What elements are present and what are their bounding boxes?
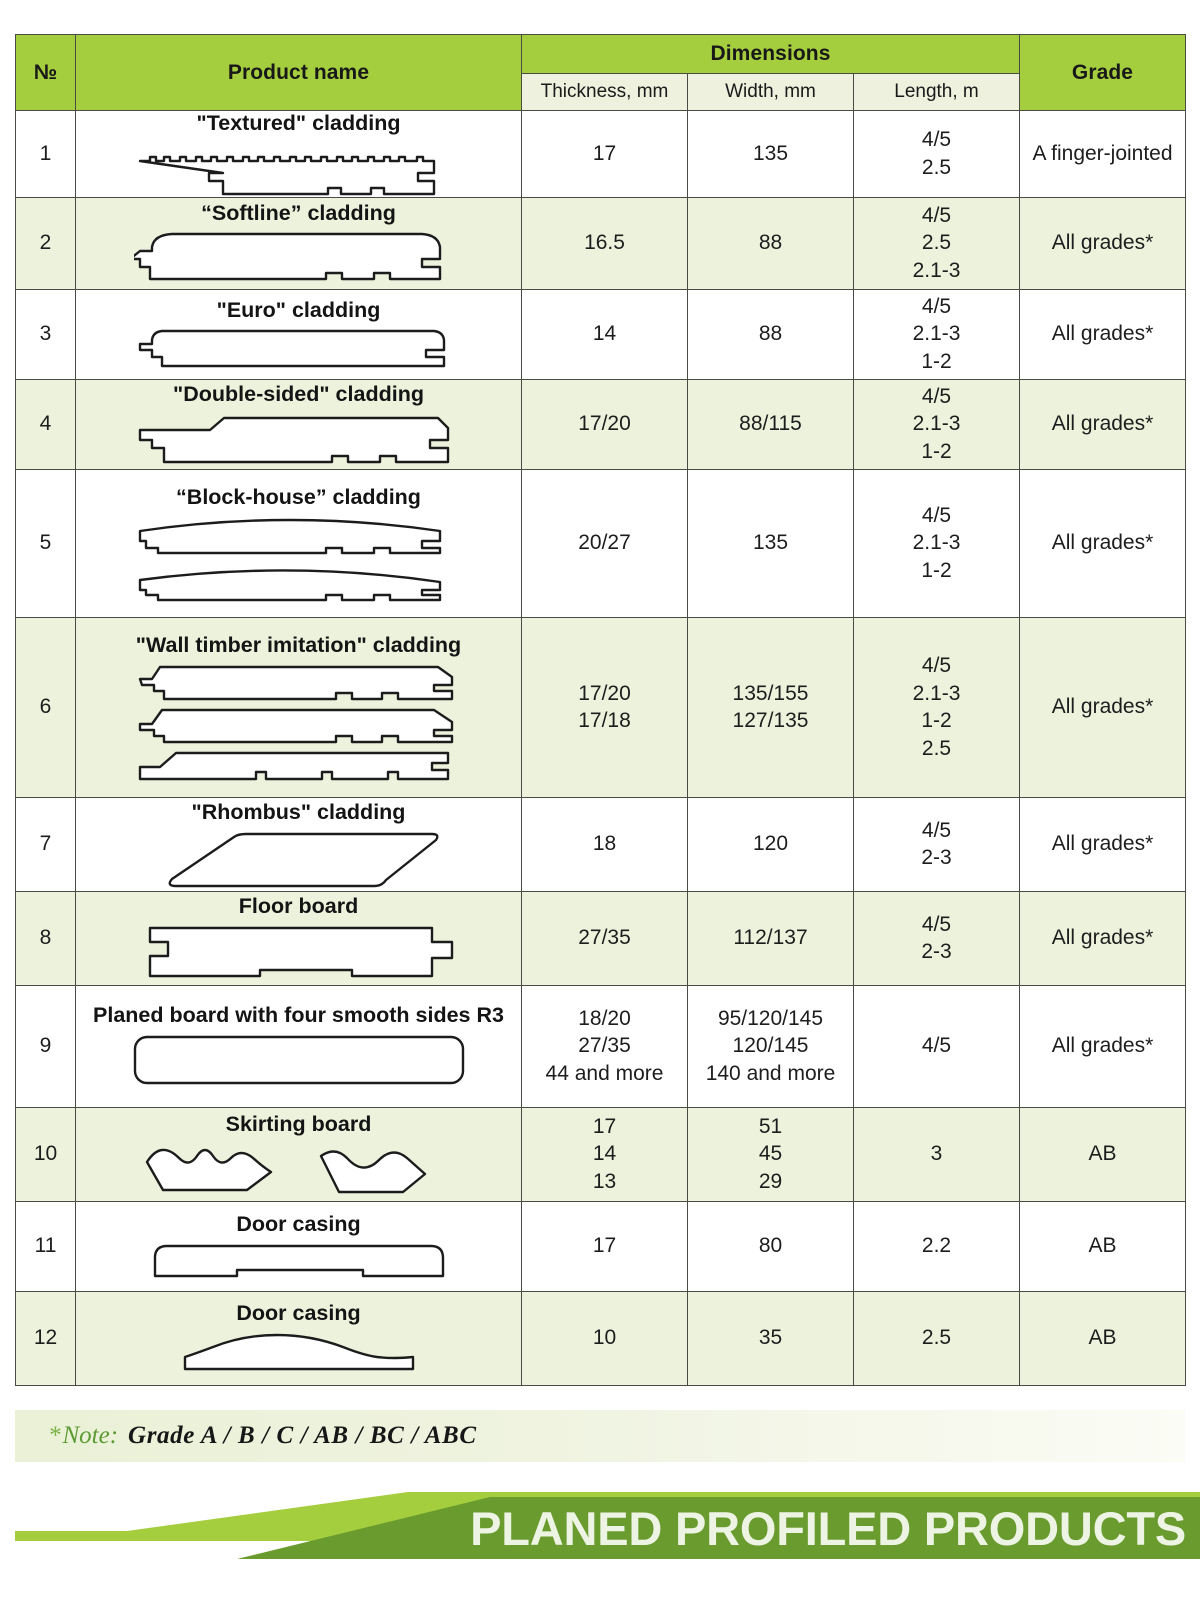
product-cell bbox=[76, 469, 522, 617]
banner-title: PLANED PROFILED PRODUCTS bbox=[470, 1501, 1186, 1555]
table-row bbox=[16, 289, 1186, 379]
table-row bbox=[16, 797, 1186, 891]
cell-thickness: 17 14 13 bbox=[522, 1107, 688, 1201]
bottom-banner bbox=[0, 1478, 1200, 1600]
product-name-label: “Softline” cladding bbox=[201, 201, 396, 226]
product-cell bbox=[76, 289, 522, 379]
note-label: Note: bbox=[62, 1422, 119, 1449]
cell-thickness: 18/20 27/35 44 and more bbox=[522, 985, 688, 1107]
cell-length: 4/5 2.1-3 1-2 bbox=[854, 289, 1020, 379]
cell-grade: All grades* bbox=[1020, 617, 1186, 797]
header-width: Width, mm bbox=[688, 74, 854, 111]
product-profile-drawing bbox=[76, 139, 521, 197]
row-number: 7 bbox=[16, 797, 76, 891]
cell-length: 4/5 2.5 bbox=[854, 111, 1020, 198]
cell-grade: All grades* bbox=[1020, 985, 1186, 1107]
cell-length: 2.2 bbox=[854, 1201, 1020, 1291]
cell-width: 80 bbox=[688, 1201, 854, 1291]
product-cell bbox=[76, 1291, 522, 1385]
product-profile-drawing bbox=[76, 326, 521, 370]
product-name-label: "Rhombus" cladding bbox=[191, 800, 406, 825]
row-number: 12 bbox=[16, 1291, 76, 1385]
cell-thickness: 27/35 bbox=[522, 891, 688, 985]
product-profile-drawing bbox=[76, 1240, 521, 1280]
table-row bbox=[16, 379, 1186, 469]
product-profile-drawing bbox=[76, 1329, 521, 1375]
product-cell bbox=[76, 1107, 522, 1201]
header-number: № bbox=[16, 35, 76, 111]
cell-width: 135 bbox=[688, 111, 854, 198]
product-name-label: "Double-sided" cladding bbox=[173, 382, 424, 407]
cell-width: 135/155 127/135 bbox=[688, 617, 854, 797]
cell-thickness: 16.5 bbox=[522, 197, 688, 289]
row-number: 1 bbox=[16, 111, 76, 198]
table-row bbox=[16, 197, 1186, 289]
product-name-label: "Wall timber imitation" cladding bbox=[135, 633, 462, 658]
cell-thickness: 18 bbox=[522, 797, 688, 891]
row-number: 8 bbox=[16, 891, 76, 985]
note-grades: Grade A / B / C / AB / BC / ABC bbox=[128, 1422, 477, 1449]
table-row bbox=[16, 891, 1186, 985]
header-thickness: Thickness, mm bbox=[522, 74, 688, 111]
cell-grade: AB bbox=[1020, 1107, 1186, 1201]
cell-width: 135 bbox=[688, 469, 854, 617]
row-number: 9 bbox=[16, 985, 76, 1107]
product-name-label: Door casing bbox=[236, 1212, 361, 1237]
cell-grade: All grades* bbox=[1020, 289, 1186, 379]
header-length: Length, m bbox=[854, 74, 1020, 111]
cell-grade: All grades* bbox=[1020, 379, 1186, 469]
cell-thickness: 17/20 17/18 bbox=[522, 617, 688, 797]
cell-thickness: 17 bbox=[522, 111, 688, 198]
cell-width: 88 bbox=[688, 197, 854, 289]
product-name-label: "Textured" cladding bbox=[196, 111, 401, 135]
product-profile-drawing bbox=[76, 828, 521, 888]
product-profile-drawing bbox=[76, 922, 521, 982]
table-row bbox=[16, 469, 1186, 617]
cell-length: 4/5 2.1-3 1-2 bbox=[854, 379, 1020, 469]
table-row bbox=[16, 1291, 1186, 1385]
cell-thickness: 14 bbox=[522, 289, 688, 379]
product-name-label: “Block-house” cladding bbox=[176, 484, 421, 509]
cell-width: 88 bbox=[688, 289, 854, 379]
row-number: 10 bbox=[16, 1107, 76, 1201]
table-header bbox=[16, 35, 1186, 111]
cell-grade: All grades* bbox=[1020, 197, 1186, 289]
table-row bbox=[16, 985, 1186, 1107]
cell-width: 35 bbox=[688, 1291, 854, 1385]
product-profile-drawing bbox=[76, 229, 521, 285]
cell-thickness: 20/27 bbox=[522, 469, 688, 617]
product-cell bbox=[76, 797, 522, 891]
product-cell bbox=[76, 985, 522, 1107]
cell-width: 120 bbox=[688, 797, 854, 891]
cell-width: 88/115 bbox=[688, 379, 854, 469]
header-dimensions: Dimensions bbox=[522, 35, 1020, 74]
product-name-label: Floor board bbox=[238, 894, 359, 919]
header-grade: Grade bbox=[1020, 35, 1186, 111]
cell-grade: All grades* bbox=[1020, 891, 1186, 985]
cell-length: 4/5 2-3 bbox=[854, 797, 1020, 891]
cell-length: 4/5 bbox=[854, 985, 1020, 1107]
cell-length: 2.5 bbox=[854, 1291, 1020, 1385]
row-number: 3 bbox=[16, 289, 76, 379]
product-name-label: Skirting board bbox=[225, 1112, 372, 1137]
product-profile-drawing bbox=[76, 410, 521, 466]
spec-table-container bbox=[15, 34, 1185, 1386]
row-number: 11 bbox=[16, 1201, 76, 1291]
note-bar bbox=[15, 1410, 1185, 1462]
cell-grade: All grades* bbox=[1020, 797, 1186, 891]
cell-length: 4/5 2-3 bbox=[854, 891, 1020, 985]
product-name-label: "Euro" cladding bbox=[216, 298, 381, 323]
product-spec-table bbox=[15, 34, 1186, 1386]
cell-grade: AB bbox=[1020, 1201, 1186, 1291]
cell-thickness: 10 bbox=[522, 1291, 688, 1385]
product-profile-drawing bbox=[76, 1140, 521, 1196]
table-row bbox=[16, 1107, 1186, 1201]
product-cell bbox=[76, 197, 522, 289]
table-body bbox=[16, 111, 1186, 1386]
table-row bbox=[16, 1201, 1186, 1291]
row-number: 2 bbox=[16, 197, 76, 289]
cell-length: 4/5 2.1-3 1-2 2.5 bbox=[854, 617, 1020, 797]
cell-width: 51 45 29 bbox=[688, 1107, 854, 1201]
header-product-name: Product name bbox=[76, 35, 522, 111]
cell-length: 4/5 2.5 2.1-3 bbox=[854, 197, 1020, 289]
product-cell bbox=[76, 111, 522, 198]
product-profile-drawing bbox=[76, 1031, 521, 1089]
product-cell bbox=[76, 891, 522, 985]
row-number: 6 bbox=[16, 617, 76, 797]
product-profile-drawing bbox=[76, 661, 521, 781]
table-header-row-1 bbox=[16, 35, 1186, 74]
table-row bbox=[16, 617, 1186, 797]
cell-width: 112/137 bbox=[688, 891, 854, 985]
cell-thickness: 17 bbox=[522, 1201, 688, 1291]
cell-thickness: 17/20 bbox=[522, 379, 688, 469]
product-cell bbox=[76, 617, 522, 797]
cell-width: 95/120/145 120/145 140 and more bbox=[688, 985, 854, 1107]
product-name-label: Planed board with four smooth sides R3 bbox=[93, 1003, 504, 1028]
row-number: 5 bbox=[16, 469, 76, 617]
banner-shape bbox=[0, 1478, 1200, 1600]
product-profile-drawing bbox=[76, 513, 521, 602]
product-cell bbox=[76, 1201, 522, 1291]
row-number: 4 bbox=[16, 379, 76, 469]
cell-length: 3 bbox=[854, 1107, 1020, 1201]
table-row bbox=[16, 111, 1186, 198]
cell-grade: AB bbox=[1020, 1291, 1186, 1385]
cell-length: 4/5 2.1-3 1-2 bbox=[854, 469, 1020, 617]
cell-grade: A finger-jointed bbox=[1020, 111, 1186, 198]
note-asterisk: * bbox=[48, 1422, 61, 1449]
product-name-label: Door casing bbox=[236, 1301, 361, 1326]
cell-grade: All grades* bbox=[1020, 469, 1186, 617]
product-cell bbox=[76, 379, 522, 469]
